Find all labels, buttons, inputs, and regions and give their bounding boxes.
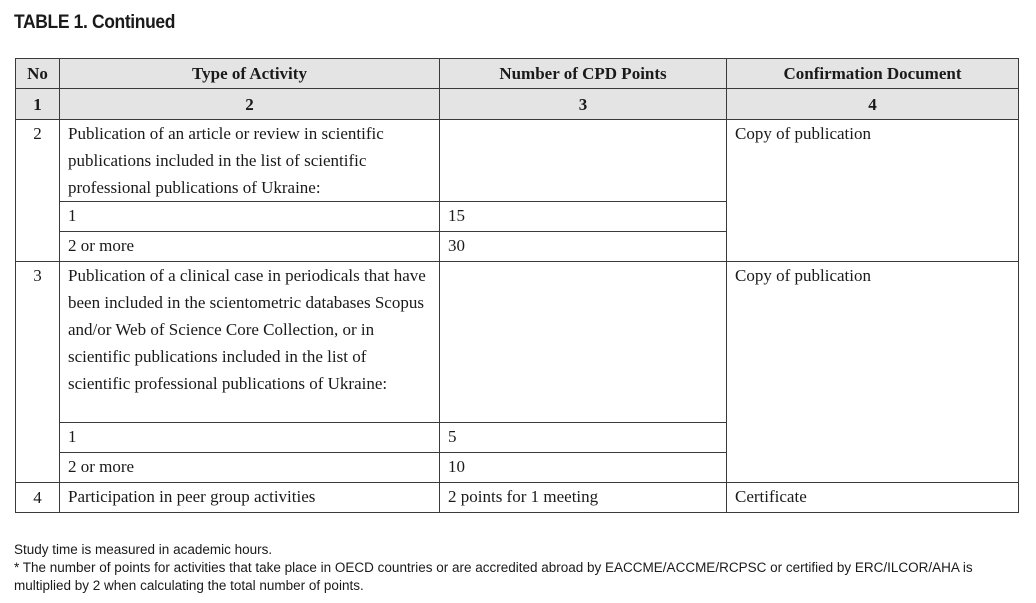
activity-cell: Publication of an article or review in scientific publications included in the list of scientific professional publications of Ukraine: <box>60 120 440 202</box>
subrow-points: 15 <box>440 202 727 232</box>
header-no: No <box>16 59 60 89</box>
activity-cell: Participation in peer group activities <box>60 483 440 513</box>
table-title: TABLE 1. Continued <box>14 12 176 33</box>
header-cpd-points: Number of CPD Points <box>440 59 727 89</box>
row-number: 4 <box>16 483 60 513</box>
document-cell: Certificate <box>727 483 1019 513</box>
header-row <box>16 59 1019 89</box>
subrow-points: 5 <box>440 423 727 453</box>
subrow-label: 1 <box>60 202 440 232</box>
subrow-points: 10 <box>440 453 727 483</box>
subrow-label: 2 or more <box>60 453 440 483</box>
column-number: 1 <box>16 89 60 120</box>
column-number: 2 <box>60 89 440 120</box>
cpd-table <box>15 58 1019 513</box>
footnote-oecd-multiplier: * The number of points for activities that take place in OECD countries or are accredited abroad by EACCME/ACCME/RCPSC or certified by ERC/ILCOR/AHA is multiplied by 2 when calculating the total number of points. <box>14 560 973 593</box>
table-row <box>16 120 1019 202</box>
subrow-label: 1 <box>60 423 440 453</box>
column-number-row <box>16 89 1019 120</box>
header-confirmation-document: Confirmation Document <box>727 59 1019 89</box>
table-row <box>16 262 1019 423</box>
subrow-label: 2 or more <box>60 232 440 262</box>
document-cell: Copy of publication <box>727 120 1019 262</box>
row-number: 2 <box>16 120 60 262</box>
row-number: 3 <box>16 262 60 483</box>
column-number: 4 <box>727 89 1019 120</box>
column-number: 3 <box>440 89 727 120</box>
header-type-of-activity: Type of Activity <box>60 59 440 89</box>
footnote-study-time: Study time is measured in academic hours. <box>14 542 273 557</box>
table-row <box>16 483 1019 513</box>
points-cell <box>440 120 727 202</box>
points-cell: 2 points for 1 meeting <box>440 483 727 513</box>
activity-cell: Publication of a clinical case in periodicals that have been included in the scientometric databases Scopus and/or Web of Science Core Collection, or in scientific publications included in the list of scientific professional publications of Ukraine: <box>60 262 440 423</box>
footnotes <box>14 541 1024 595</box>
document-cell: Copy of publication <box>727 262 1019 483</box>
subrow-points: 30 <box>440 232 727 262</box>
points-cell <box>440 262 727 423</box>
